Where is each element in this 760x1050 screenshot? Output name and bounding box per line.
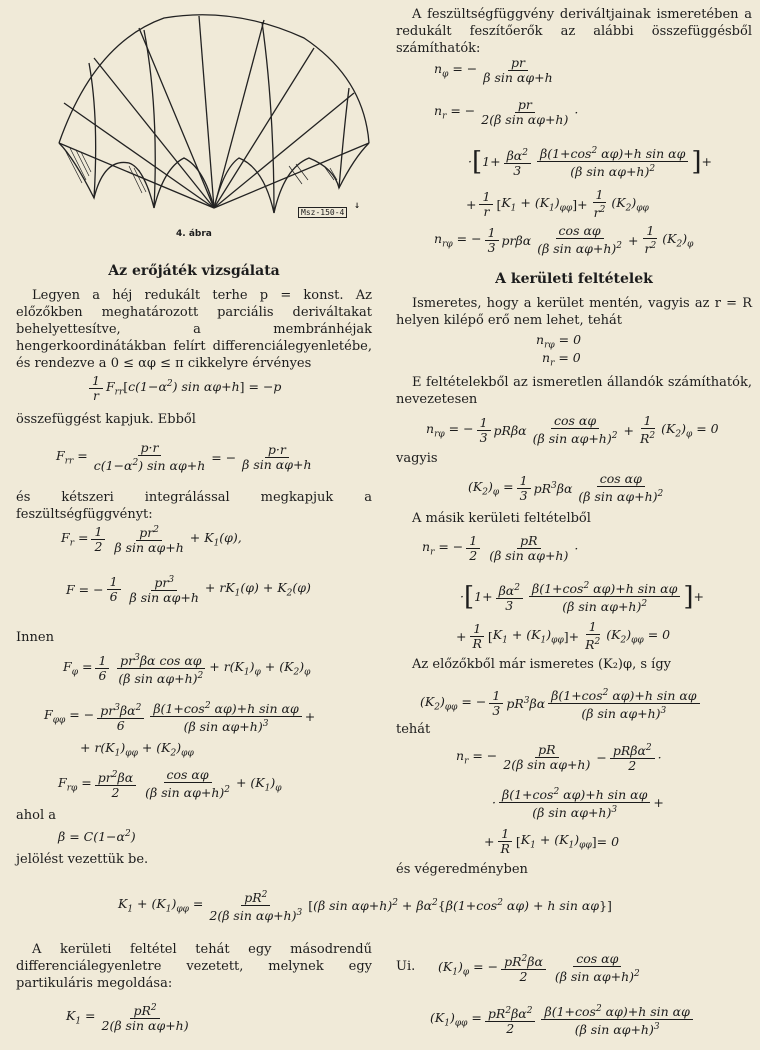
text-vegered: és végeredményben: [396, 862, 528, 877]
equation-nr-final-cont: · $\beta(1+\cos^2$ αφ)+h sin αφ (β sin αφ+h)$^3$ +: [492, 787, 664, 821]
equation-fphiphi: $F_{\varphi\varphi}$ = − $\frac{pr^3\beta\alpha^2}{6}$ $\beta(1+\cos^2$ αφ)+h sin αφ (β sin αφ+h)$^3$ +: [44, 701, 316, 735]
section-heading-load: Az erőjáték vizsgálata: [108, 263, 280, 279]
equation-nr-cont: + $\frac{1}{r}$ [ $K_1 + (K_1)_{\varphi\varphi}$ ] + $\frac{1}{r^2}$ $(K_2)_{\varphi\varphi}$: [466, 187, 649, 221]
equation-nrphi-zero: $n_{r\varphi} = 0$: [536, 332, 582, 351]
equation-nr-final-end: + $\frac{1}{R}$ [ $K_1 + (K_1)_{\varphi\varphi}$ ] = 0: [484, 826, 620, 856]
paragraph-intro: Legyen a héj redukált terhe p = konst. Az előzőkben meghatározott parciális deriváltakat behelyettesítve, a membránhéjak hengerkoordinátákban felírt differenciálegyenletébe, és rendezve a 0 ≤ αφ ≤ π cikkelyre érvényes: [16, 288, 372, 371]
section-heading-boundary: A kerületi feltételek: [495, 271, 653, 287]
equation-diff: 1 r $F_{rr}[c(1-\alpha^2)$ sin αφ+h] = −p: [86, 374, 281, 403]
equation-nr-R: $n_r$ = − $\frac{1}{2}$ pR (β sin αφ+h) ·: [422, 533, 579, 563]
text-jeloles: jelölést vezettük be.: [16, 852, 149, 867]
text-tehat: tehát: [396, 722, 431, 737]
equation-nrphi-R: $n_{r\varphi}$ = − $\frac{1}{3}$ pRβα cos αφ (β sin αφ+h)$^2$ + $\frac{1}{R^2}$ $(K_2)_\varphi = 0$: [426, 413, 719, 447]
figure-stamp: Msz-150-4: [298, 207, 347, 218]
paragraph-right-intro: A feszültségfüggvény deriváltjainak ismeretében a redukált feszítőerők az alábbi összefüggésből számíthatók:: [396, 7, 752, 56]
equation-nr: $n_r$ = − $\frac{pr}{\text{2(β sin αφ+h)}}$ ·: [434, 97, 579, 127]
equation-fphiphi-cont: + $r(K_1)_{\varphi\varphi} + (K_2)_{\varphi\varphi}$: [80, 740, 194, 759]
equation-nr-zero: $n_r = 0$: [542, 350, 581, 369]
equation-fr: $F_r$ = $\frac{1}{2}$ $pr^2$ β sin αφ+h + $K_1(\varphi)$,: [61, 523, 242, 556]
equation-beta: $\beta = C(1-\alpha^2)$: [58, 829, 136, 845]
equation-k1phiphi: $(K_1)_{\varphi\varphi}$ = $\frac{pR^2\beta\alpha^2}{2}$ $\beta(1+\cos^2$ αφ)+h sin αφ (β sin αφ+h)$^3$: [430, 1002, 696, 1037]
equation-nrphi: $n_{r\varphi}$ = − $\frac{1}{3}$ prβα cos αφ (β sin αφ+h)$^2$ + $\frac{1}{r^2}$ $(K_2)_\varphi$: [434, 223, 694, 257]
text-innen: Innen: [16, 630, 54, 645]
equation-k1phi: $(K_1)_\varphi$ = − $\frac{pR^2\beta\alpha}{2}$ cos αφ (β sin αφ+h)$^2$: [438, 951, 640, 985]
equation-frr: $F_{rr}$ = $\frac{p\cdot r}{c(1-\alpha^2) \sin \alpha\varphi+h}$ = − $\frac{p\cdot r}{\text{β sin αφ+h}}$: [56, 440, 312, 474]
text-vagyis: vagyis: [396, 451, 438, 466]
equation-k2phiphi: $(K_2)_{\varphi\varphi}$ = − $\frac{1}{3}$ $pR^3\beta\alpha$ $\beta(1+\cos^2$ αφ)+h sin αφ (β sin αφ+h)$^3$: [420, 686, 703, 721]
equation-f: F = − $\frac{1}{6}$ $pr^3$ β sin αφ+h + $rK_1(\varphi) + K_2(\varphi)$: [66, 573, 311, 606]
equation-fphi: $F_\varphi$ = $\frac{1}{6}$ $pr^3\beta\alpha$ cos αφ (β sin αφ+h)$^2$ + $r(K_1)_\varphi + (K_2)_\varphi$: [63, 653, 311, 687]
text-masik: A másik kerületi feltételből: [412, 511, 591, 526]
equation-frphi: $F_{r\varphi}$ = $\frac{pr^2\beta\alpha}{2}$ cos αφ (β sin αφ+h)$^2$ + $(K_1)_\varphi$: [58, 767, 282, 801]
paragraph-feltetel: E feltételekből az ismeretlen állandók számíthatók, nevezetesen: [396, 375, 752, 407]
equation-nr-final: $n_r$ = − $\frac{pR}{\text{2(β sin αφ+h)}}$ − pRβα$^2$ 2 ·: [456, 741, 662, 774]
paragraph-bottom: A kerületi feltétel tehát egy másodrendű differenciálegyenletre vezetett, melynek egy partikuláris megoldása:: [16, 942, 372, 991]
equation-nr-bracket: · [ 1+ $\frac{\beta\alpha^2}{3}$ $\beta(1+\cos^2$ αφ)+h sin αφ (β sin αφ+h)$^2$ ] +: [468, 146, 713, 180]
shell-figure: [34, 8, 379, 233]
equation-k1-ode: $K_1 + (K_1)_{\varphi\varphi}$ = $\frac{pR^2}{2(\beta \sin \alpha\varphi+h)^3}$ [ (β $\sin \alpha\varphi+h)^2 + \beta\alpha^2$ { $\beta(1+\cos^2$ αφ) + h sin αφ }]: [118, 890, 612, 924]
text-ahol: ahol a: [16, 808, 56, 823]
equation-nphi: $n_\varphi$ = − $\frac{pr}{\text{β sin αφ+h}}$: [434, 55, 553, 85]
equation-nr-R-cont: + $\frac{1}{R}$ [ $K_1 + (K_1)_{\varphi\varphi}$ ] + $\frac{1}{R^2}$ $(K_2)_{\varphi\varphi} = 0$: [456, 619, 671, 653]
text-osszefuggest: összefüggést kapjuk. Ebből: [16, 412, 196, 427]
text-ui: Ui.: [396, 959, 416, 974]
figure-caption: 4. ábra: [176, 229, 212, 239]
equation-k2phi: $(K_2)_\varphi$ = $\frac{1}{3}$ $pR^3\beta\alpha$ cos αφ (β sin αφ+h)$^2$: [468, 471, 664, 505]
paragraph-ismeretes: Ismeretes, hogy a kerület mentén, vagyis az r = R helyen kilépő erő nem lehet, tehát: [396, 296, 752, 328]
equation-nr-R-bracket: · [ 1+ $\frac{\beta\alpha^2}{3}$ $\beta(1+\cos^2$ αφ)+h sin αφ (β sin αφ+h)$^2$ ] +: [460, 581, 705, 615]
text-elozo: Az előzőkből már ismeretes (K₂)φ, s így: [412, 657, 672, 672]
equation-k1: $K_1$ = $\frac{pR^2}{\text{2(β sin αφ+h)}}$: [66, 1003, 189, 1034]
svg-text:↓: ↓: [354, 200, 361, 211]
text-ketszeri: és kétszeri integrálással megkapjuk a feszültségfüggvényt:: [16, 490, 372, 522]
